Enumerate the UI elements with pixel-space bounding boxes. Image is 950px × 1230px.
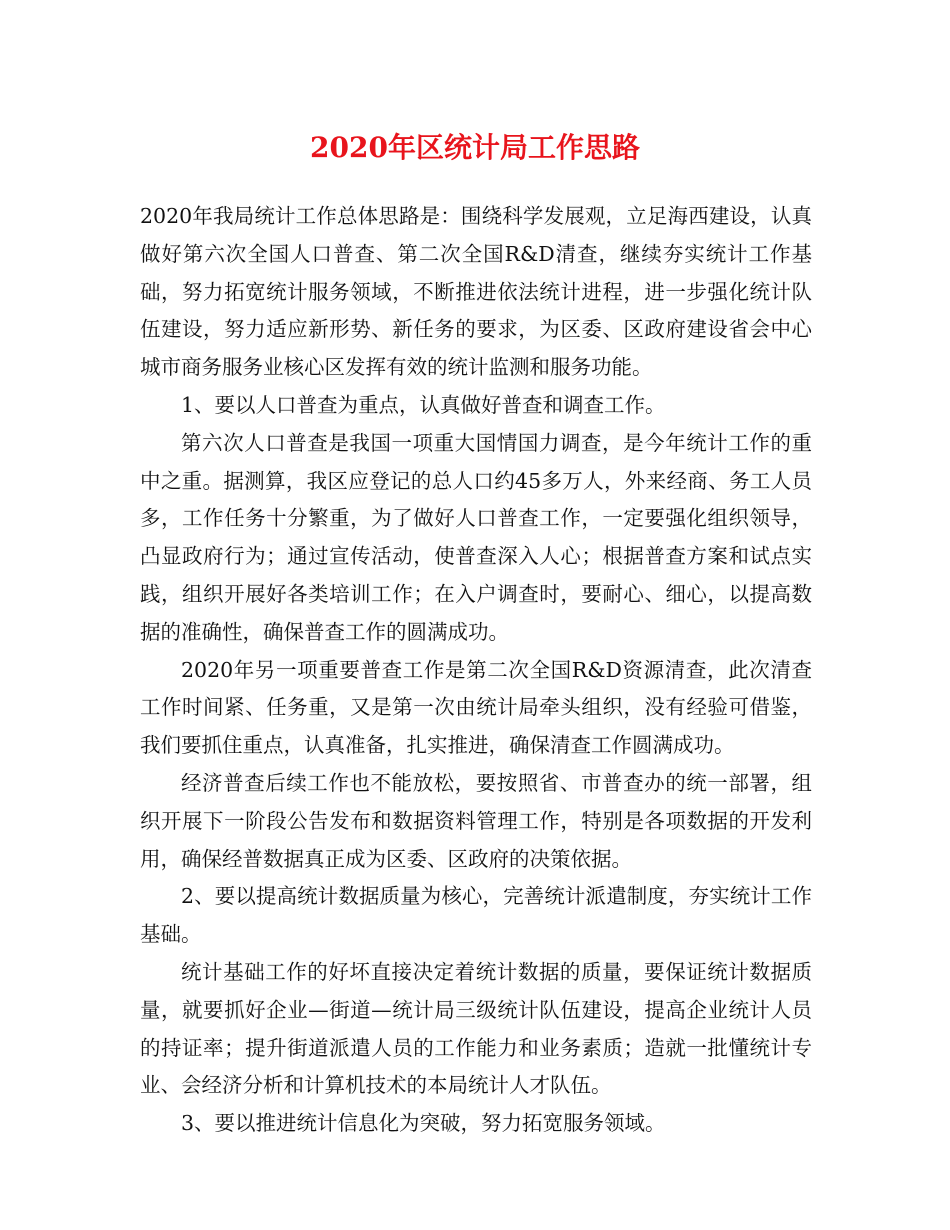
paragraph-census: 第六次人口普查是我国一项重大国情国力调查，是今年统计工作的重中之重。据测算，我区应登记的总人口约45多万人，外来经商、务工人员多，工作任务十分繁重，为了做好人口普查工作，一定要强化组织领导，凸显政府行为；通过宣传活动，使普查深入人心；根据普查方案和试点实践，组织开展好各类培训工作；在入户调查时，要耐心、细心，以提高数据的准确性，确保普查工作的圆满成功。: [140, 430, 812, 644]
paragraph-heading-2: 2、要以提高统计数据质量为核心，完善统计派遣制度，夯实统计工作基础。: [140, 884, 812, 947]
paragraph-heading-1: 1、要以人口普查为重点，认真做好普查和调查工作。: [181, 392, 666, 417]
paragraph-economic-census: 经济普查后续工作也不能放松，要按照省、市普查办的统一部署，组织开展下一阶段公告发布和数据资料管理工作，特别是各项数据的开发利用，确保经普数据真正成为区委、区政府的决策依据。: [140, 770, 812, 871]
document-body: [140, 198, 812, 1143]
paragraph-statistics-foundation: 统计基础工作的好坏直接决定着统计数据的质量，要保证统计数据质量，就要抓好企业—街道—统计局三级统计队伍建设，提高企业统计人员的持证率；提升街道派遣人员的工作能力和业务素质；造就一批懂统计专业、会经济分析和计算机技术的本局统计人才队伍。: [140, 959, 812, 1098]
paragraph-heading-3: 3、要以推进统计信息化为突破，努力拓宽服务领域。: [181, 1111, 666, 1136]
paragraph-summary: 2020年我局统计工作总体思路是：围绕科学发展观，立足海西建设，认真做好第六次全国人口普查、第二次全国R&D清查，继续夯实统计工作基础，努力拓宽统计服务领域，不断推进依法统计进程，进一步强化统计队伍建设，努力适应新形势、新任务的要求，为区委、区政府建设省会中心城市商务服务业核心区发挥有效的统计监测和服务功能。: [140, 204, 812, 380]
document-title: 2020年区统计局工作思路: [310, 131, 640, 164]
paragraph-rd-inventory: 2020年另一项重要普查工作是第二次全国R&D资源清查，此次清查工作时间紧、任务重，又是第一次由统计局牵头组织，没有经验可借鉴，我们要抓住重点，认真准备，扎实推进，确保清查工作圆满成功。: [140, 657, 812, 758]
